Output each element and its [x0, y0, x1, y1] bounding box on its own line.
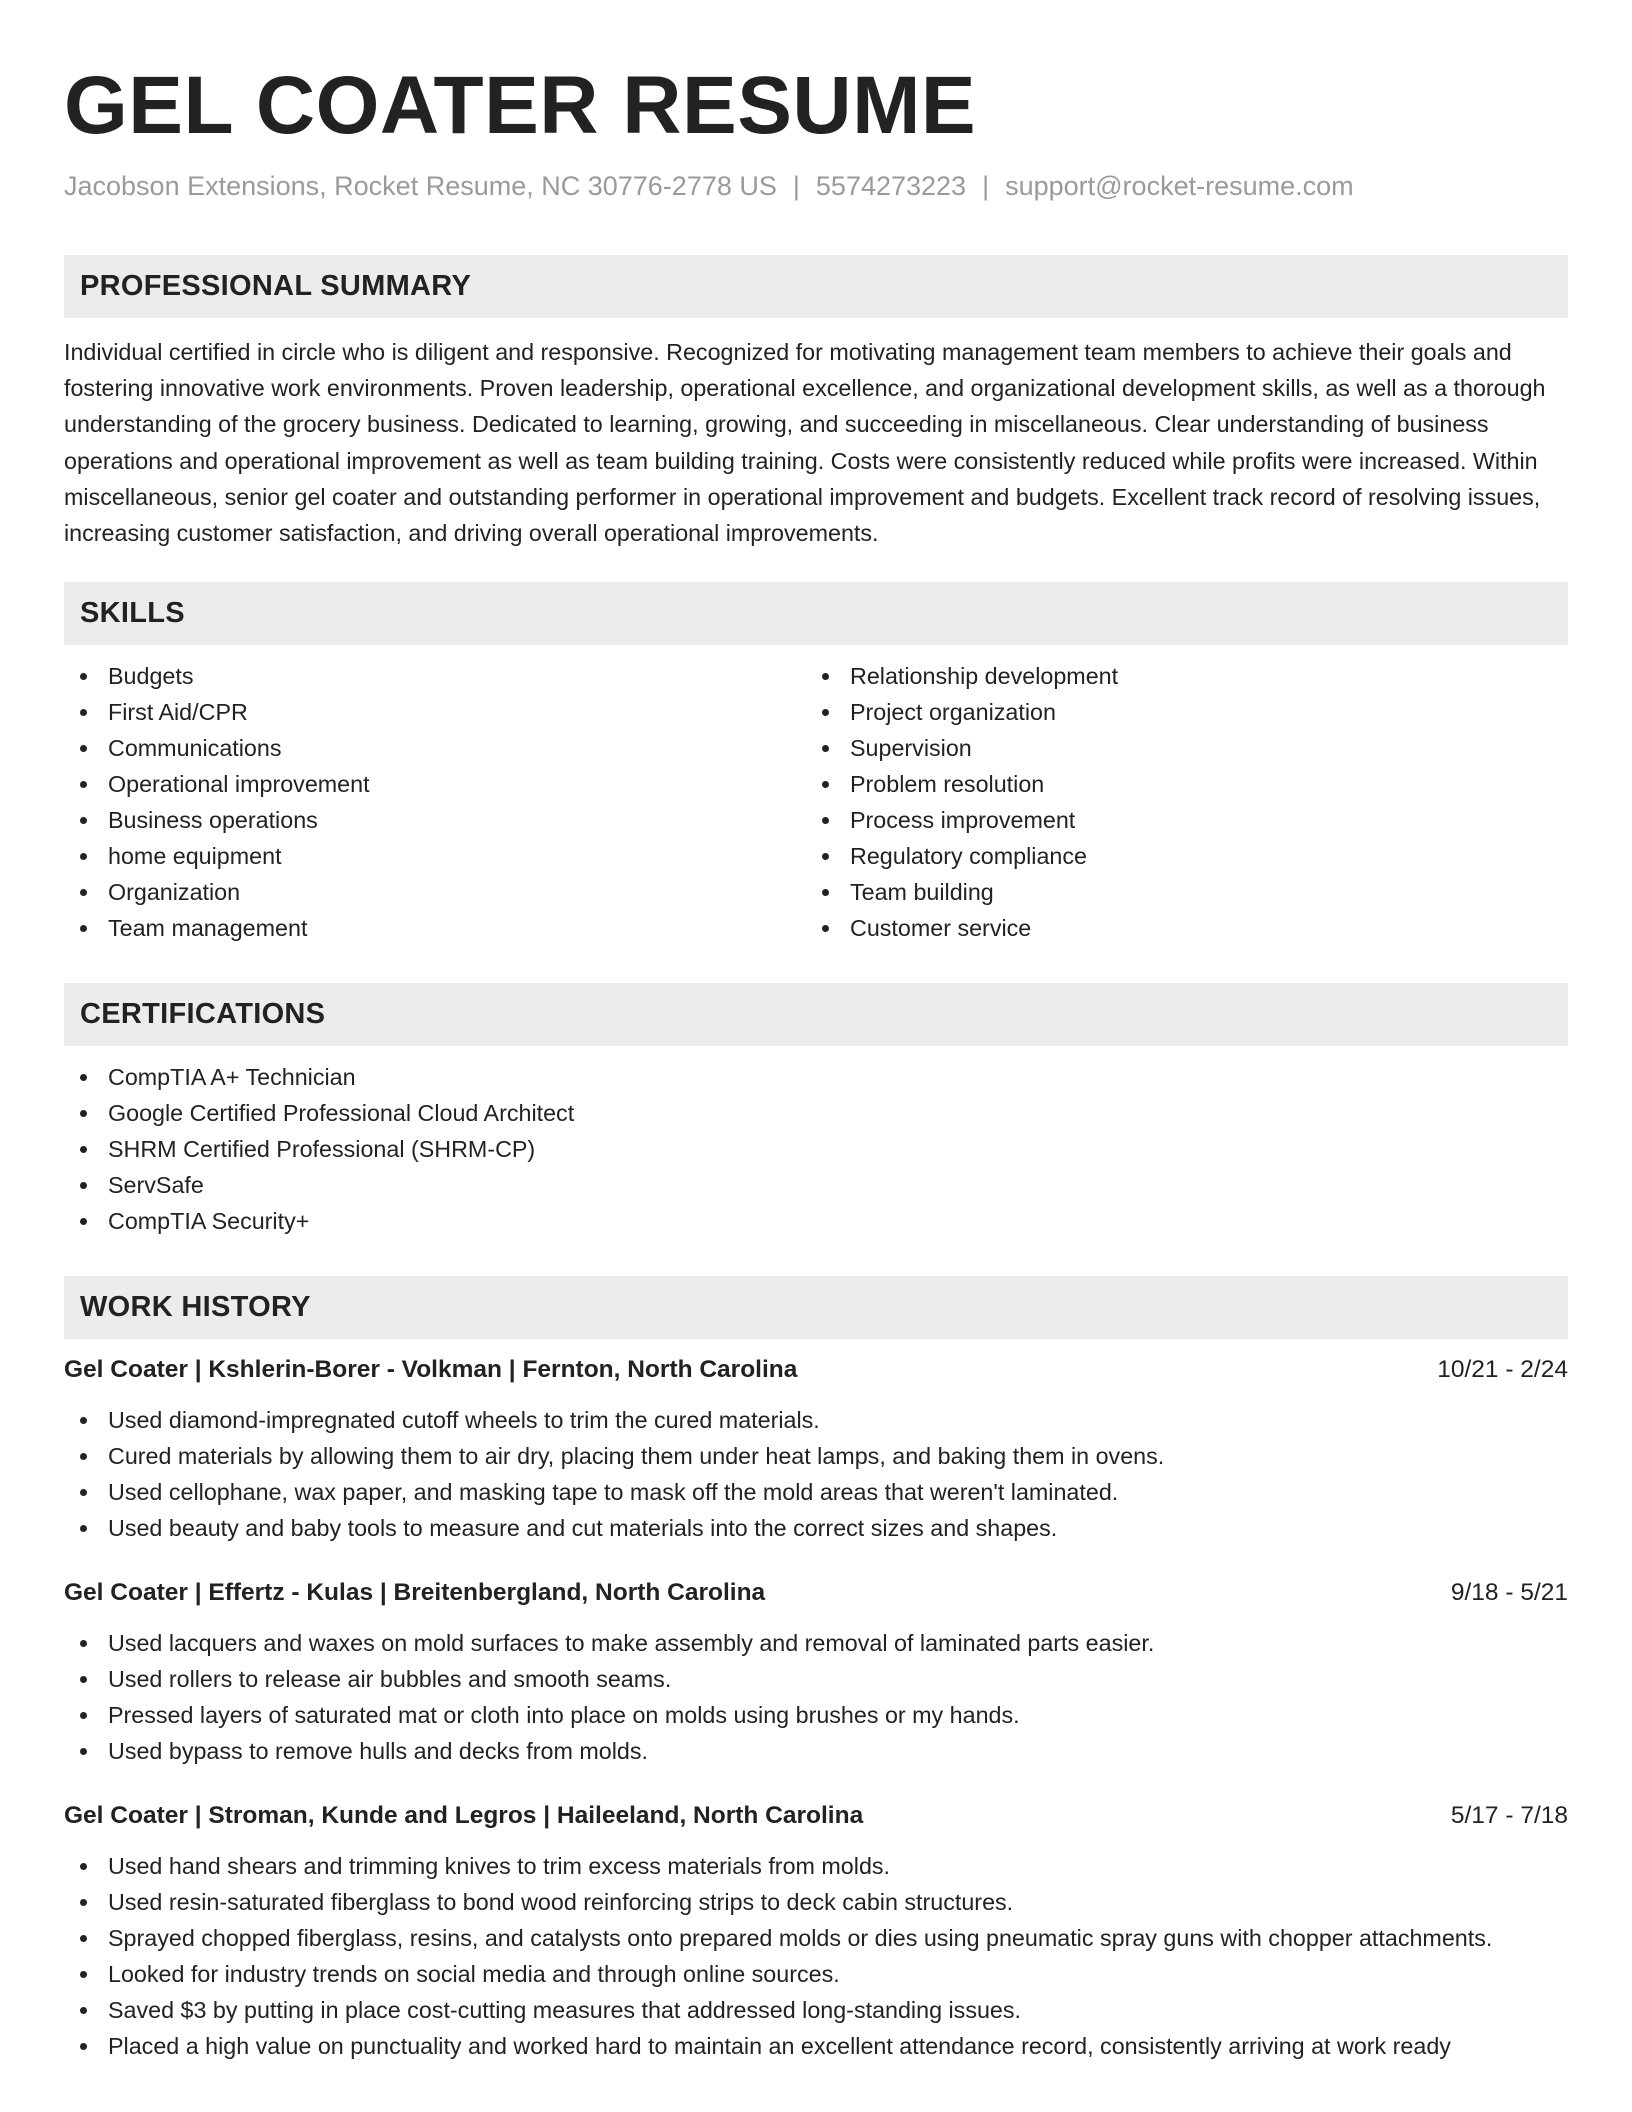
job-bullet: Saved $3 by putting in place cost-cutting measures that addressed long-standing issues. — [108, 1992, 1568, 2028]
skill-item: Problem resolution — [850, 766, 1548, 802]
section-header-summary: PROFESSIONAL SUMMARY — [64, 255, 1568, 318]
skills-list-right — [806, 658, 1548, 946]
job-bullet: Used bypass to remove hulls and decks from molds. — [108, 1733, 1568, 1769]
certification-item: CompTIA A+ Technician — [108, 1059, 1568, 1095]
resume-title: GEL COATER RESUME — [64, 60, 977, 151]
job-header — [64, 1799, 1568, 1833]
job-bullets — [64, 1625, 1568, 1769]
summary-text: Individual certified in circle who is diligent and responsive. Recognized for motivating management team members to achieve their goals and fostering innovative work environments. Proven leadership, operational excellence, and organizational development skills, as well as a thorough understanding of the grocery business. Dedicated to learning, growing, and succeeding in miscellaneous. Clear understanding of business operations and operational improvement as well as team building training. Costs were consistently reduced while profits were increased. Within miscellaneous, senior gel coater and outstanding performer in operational improvement and budgets. Excellent track record of resolving issues, increasing customer satisfaction, and driving overall operational improvements. — [64, 339, 1546, 547]
skill-item: Organization — [108, 874, 806, 910]
job-header — [64, 1576, 1568, 1610]
certification-item: CompTIA Security+ — [108, 1203, 1568, 1239]
certification-item: Google Certified Professional Cloud Architect — [108, 1095, 1568, 1131]
contact-address: Jacobson Extensions, Rocket Resume, NC 30776-2778 US — [64, 171, 777, 201]
skill-item: First Aid/CPR — [108, 694, 806, 730]
job-bullet: Used lacquers and waxes on mold surfaces to make assembly and removal of laminated parts easier. — [108, 1625, 1568, 1661]
certification-item: ServSafe — [108, 1167, 1568, 1203]
job-title: Gel Coater | Kshlerin-Borer - Volkman | Fernton, North Carolina — [64, 1356, 798, 1384]
skill-item: Relationship development — [850, 658, 1548, 694]
section-header-certifications: CERTIFICATIONS — [64, 983, 1568, 1046]
resume-page — [64, 0, 1568, 2064]
skill-item: Project organization — [850, 694, 1548, 730]
skill-item: home equipment — [108, 838, 806, 874]
section-header-work-history: WORK HISTORY — [64, 1276, 1568, 1339]
skills-list-left — [64, 658, 806, 946]
job-bullets — [64, 1402, 1568, 1546]
skills-columns — [64, 658, 1568, 946]
certification-item: SHRM Certified Professional (SHRM-CP) — [108, 1131, 1568, 1167]
job-entry — [64, 1353, 1568, 1546]
contact-separator: | — [792, 171, 800, 201]
skill-item: Budgets — [108, 658, 806, 694]
skill-item: Team management — [108, 910, 806, 946]
skill-item: Supervision — [850, 730, 1548, 766]
skill-item: Communications — [108, 730, 806, 766]
job-bullet: Used resin-saturated fiberglass to bond wood reinforcing strips to deck cabin structures. — [108, 1884, 1568, 1920]
skill-item: Business operations — [108, 802, 806, 838]
job-bullet: Used rollers to release air bubbles and smooth seams. — [108, 1661, 1568, 1697]
skill-item: Process improvement — [850, 802, 1548, 838]
job-dates: 10/21 - 2/24 — [1437, 1356, 1568, 1384]
skill-item: Customer service — [850, 910, 1548, 946]
skill-item: Operational improvement — [108, 766, 806, 802]
job-entry — [64, 1799, 1568, 2064]
job-bullet: Placed a high value on punctuality and worked hard to maintain an excellent attendance record, consistently arriving at work ready — [108, 2028, 1568, 2064]
job-bullet: Used diamond-impregnated cutoff wheels to trim the cured materials. — [108, 1402, 1568, 1438]
job-bullets — [64, 1848, 1568, 2064]
job-bullet: Sprayed chopped fiberglass, resins, and catalysts onto prepared molds or dies using pneumatic spray guns with chopper attachments. — [108, 1920, 1568, 1956]
job-bullet: Used cellophane, wax paper, and masking tape to mask off the mold areas that weren't laminated. — [108, 1474, 1568, 1510]
contact-line — [64, 168, 1568, 204]
job-dates: 9/18 - 5/21 — [1450, 1579, 1568, 1607]
job-entry — [64, 1576, 1568, 1769]
job-title: Gel Coater | Effertz - Kulas | Breitenbergland, North Carolina — [64, 1579, 766, 1607]
job-bullet: Used hand shears and trimming knives to trim excess materials from molds. — [108, 1848, 1568, 1884]
job-bullet: Looked for industry trends on social media and through online sources. — [108, 1956, 1568, 1992]
skill-item: Team building — [850, 874, 1548, 910]
job-title: Gel Coater | Stroman, Kunde and Legros | Haileeland, North Carolina — [64, 1802, 864, 1830]
section-header-skills: SKILLS — [64, 582, 1568, 645]
job-dates: 5/17 - 7/18 — [1450, 1802, 1568, 1830]
contact-phone: 5574273223 — [815, 171, 967, 201]
certifications-list — [64, 1059, 1568, 1239]
skill-item: Regulatory compliance — [850, 838, 1548, 874]
contact-email: support@rocket-resume.com — [1005, 171, 1354, 201]
job-header — [64, 1353, 1568, 1387]
contact-separator: | — [982, 171, 990, 201]
job-bullet: Pressed layers of saturated mat or cloth into place on molds using brushes or my hands. — [108, 1697, 1568, 1733]
job-bullet: Cured materials by allowing them to air dry, placing them under heat lamps, and baking them in ovens. — [108, 1438, 1568, 1474]
job-bullet: Used beauty and baby tools to measure and cut materials into the correct sizes and shapes. — [108, 1510, 1568, 1546]
